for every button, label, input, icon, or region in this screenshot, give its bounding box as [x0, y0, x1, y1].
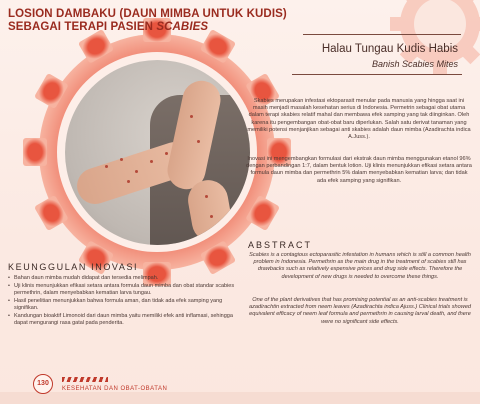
abstract-paragraph-2: One of the plant derivatives that has promising potential as an anti-scabies treatment is azadirachtin extracted from neem leaves (Azadirachta indica Ajuss.) Clinical trials showed equivalent efficacy of neem leaf formula and permethrin in causing larval death, and there were no significant side effects. — [248, 297, 472, 325]
rash-dot — [165, 152, 168, 155]
title-line-2-italic: SCABIES — [156, 21, 209, 33]
article-title: Halau Tungau Kudis Habis — [321, 43, 458, 55]
list-item: • Kandungan bioaktif Limonoid dari daun mimba yaitu memiliki efek anti inflamasi, sehingga dapat mengurangi rasa gatal pada penderita. — [8, 313, 236, 327]
rash-dot — [210, 215, 213, 218]
advantages-heading: KEUNGGULAN INOVASI — [8, 262, 139, 272]
title-line-2 — [8, 21, 287, 34]
rash-dot — [120, 158, 123, 161]
list-item: • Uji klinis menunjukkan efikasi setara antara formula daun mimba dan obat standar scabies permethrin, dalam menyebabkan kematian larva tungau. — [8, 283, 236, 297]
rash-dot — [190, 115, 193, 118]
article-paragraph-2: Inovasi ini mengembangkan formulasi dari ekstrak daun mimba menggunakan etanol 96% dengan perbandingan 1:7, dalam bentuk lotion. Uji klinis menunjukkan efikasi setara antara formula daun mimba dan permethrin 5% dalam menyebabkan kematian larva; dan tidak ada efek samping yang signifikan. — [246, 156, 472, 184]
rash-dot — [105, 165, 108, 168]
page-number: 130 — [33, 374, 53, 394]
list-item: • Hasil penelitian menunjukkan bahwa formula aman, dan tidak ada efek samping yang signifikan. — [8, 298, 236, 312]
rash-dot — [205, 195, 208, 198]
rash-dot — [127, 180, 130, 183]
title-line-2-prefix: SEBAGAI TERAPI PASIEN — [8, 21, 157, 33]
rash-dot — [135, 170, 138, 173]
footer-stripes — [62, 377, 108, 382]
footer-bar — [0, 392, 480, 404]
article-subtitle: Banish Scabies Mites — [371, 59, 458, 69]
abstract-heading: ABSTRACT — [248, 240, 313, 250]
advantages-list — [8, 275, 236, 328]
title-divider-bottom — [292, 74, 462, 75]
rash-dot — [197, 140, 200, 143]
list-item: • Bahan daun mimba mudah didapat dan tersedia melimpah. — [8, 275, 236, 282]
rash-dot — [150, 160, 153, 163]
footer-section-label: KESEHATAN DAN OBAT-OBATAN — [62, 386, 168, 392]
scabies-arm-photo — [65, 60, 250, 245]
abstract-paragraph-1: Scabies is a contagious ectoparasitic infestation in humans which is still a common health problem in Indonesia. Permethrin as the main drug in the treatment of scabies still has drawbacks such as relatively expensive prices and drug side effects. Therefore the development of new drugs is needed to overcome these things. — [249, 252, 471, 280]
page-title — [8, 8, 287, 34]
title-line-1: LOSION DAMBAKU (DAUN MIMBA UNTUK KUDIS) — [8, 8, 287, 20]
title-divider-top — [303, 34, 461, 35]
article-paragraph-1: Skabies merupakan infestasi ektoparasit menular pada manusia yang hingga saat ini masih menjadi masalah kesehatan serius di Indonesia. Permetrin sebagai obat utama dalam terapi skabies relatif mahal dan membawa efek samping yang tak diinginkan. Oleh karena itu pengembangan obat-obat baru diperlukan. Salah satu derivat tanaman yang memiliki potensi menjanjikan sebagai anti skabies adalah daun mimba (Azadirachta indica A.Juss.). — [247, 98, 471, 141]
